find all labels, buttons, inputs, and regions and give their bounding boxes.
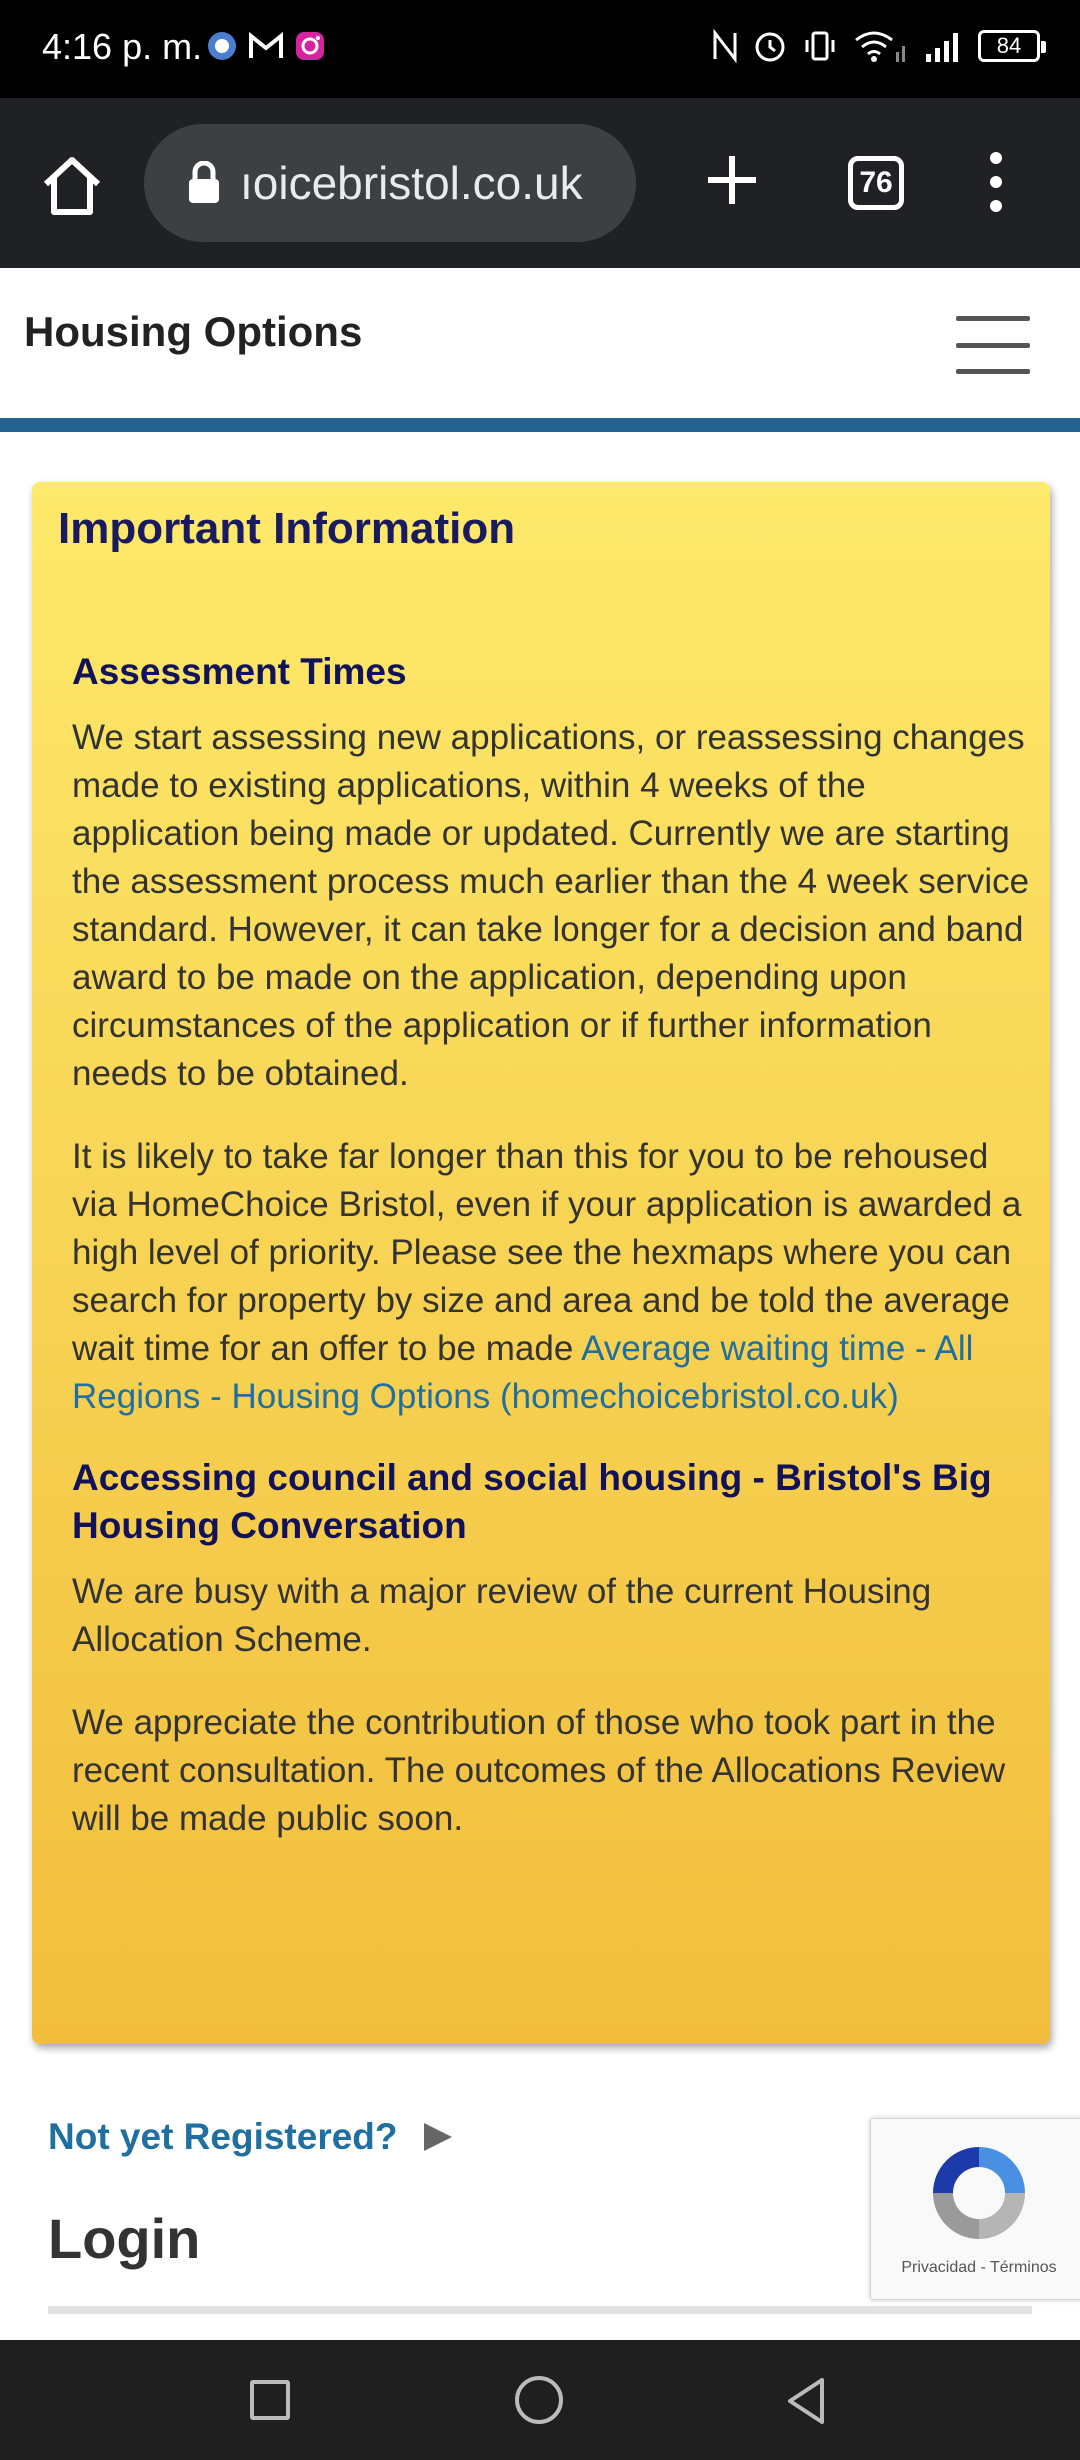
recaptcha-links[interactable]: Privacidad - Términos <box>901 2259 1057 2276</box>
login-divider <box>48 2306 1032 2314</box>
site-title[interactable]: Housing Options <box>24 308 363 355</box>
header-divider <box>0 418 1080 432</box>
recents-button[interactable] <box>250 2380 290 2420</box>
site-header <box>0 268 1080 418</box>
info-title: Important Information <box>58 504 516 553</box>
hamburger-menu-icon[interactable] <box>956 316 1030 374</box>
signal-icon <box>924 28 964 64</box>
tab-switcher-button[interactable] <box>848 156 904 210</box>
review-paragraph: We are busy with a major review of the current Housing Allocation Scheme. <box>72 1572 932 1659</box>
wifi-icon <box>852 28 910 64</box>
important-info-box <box>32 482 1050 2044</box>
instagram-icon <box>294 30 326 62</box>
url-text[interactable]: ıoicebristol.co.uk <box>240 157 583 209</box>
recaptcha-badge[interactable] <box>870 2118 1080 2300</box>
new-tab-icon[interactable] <box>700 148 764 212</box>
average-waiting-time-link[interactable]: Average waiting time - All Regions - Housing Options (homechoicebristol.co.uk) <box>72 1329 974 1416</box>
gmail-icon <box>248 31 284 61</box>
browser-toolbar <box>0 98 1080 268</box>
status-time: 4:16 p. m. <box>42 26 203 67</box>
rehousing-text: It is likely to take far longer than this for you to be rehoused via HomeChoice Bristol, even if your application is awarded a high level of priority. Please see the hexmaps where you can search for property by size and area and be told the average wait time for an offer to be made <box>72 1137 1022 1368</box>
info-content <box>72 648 1032 1878</box>
not-registered-label[interactable]: Not yet Registered? <box>48 2116 398 2157</box>
assessment-times-heading: Assessment Times <box>72 651 407 692</box>
lock-icon[interactable] <box>186 161 222 205</box>
consultation-paragraph: We appreciate the contribution of those who took part in the recent consultation. The outcomes of the Allocations Review will be made public soon. <box>72 1703 1006 1838</box>
battery-indicator: 84 <box>978 30 1040 62</box>
alarm-icon <box>752 28 788 64</box>
system-nav-bar <box>0 2340 1080 2460</box>
login-heading: Login <box>48 2207 201 2270</box>
back-icon[interactable] <box>784 2374 828 2428</box>
system-icons <box>712 28 1040 64</box>
browser-icon <box>206 30 238 62</box>
notification-icons <box>206 30 326 62</box>
assessment-paragraph: We start assessing new applications, or reassessing changes made to existing applications, within 4 weeks of the application being made or updated. Currently we are starting the assessment process much earlier than the 4 week service standard. However, it can take longer for a decision and band award to be made on the application, depending upon circumstances of the application or if further information needs to be obtained. <box>72 718 1030 1093</box>
home-icon[interactable] <box>36 150 108 222</box>
more-options-icon[interactable] <box>976 150 1016 214</box>
recaptcha-icon <box>919 2137 1039 2251</box>
vibrate-icon <box>802 28 838 64</box>
status-bar <box>0 0 1080 98</box>
home-nav-button[interactable] <box>515 2376 563 2424</box>
play-arrow-icon <box>424 2123 452 2151</box>
tab-count: 76 <box>859 166 893 199</box>
address-bar[interactable] <box>144 124 636 242</box>
not-registered-link[interactable] <box>48 2116 452 2158</box>
nfc-icon <box>712 29 738 63</box>
rehousing-paragraph <box>72 1133 1032 1421</box>
council-housing-heading: Accessing council and social housing - Bristol's Big Housing Conversation <box>72 1457 992 1546</box>
